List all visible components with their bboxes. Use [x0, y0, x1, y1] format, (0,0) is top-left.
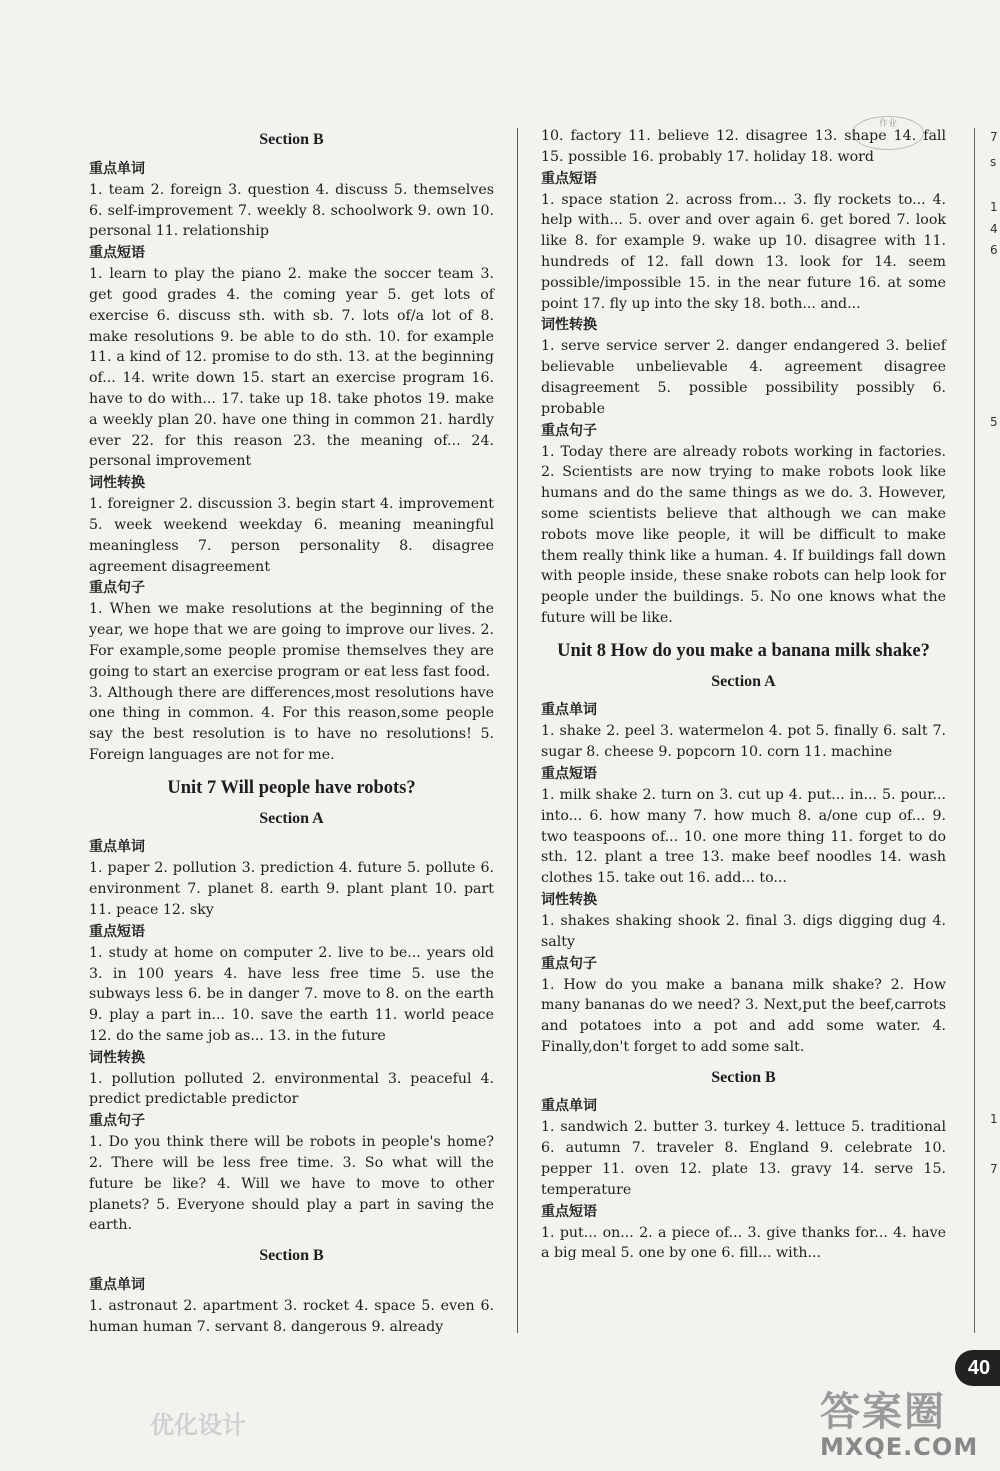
subheading: 重点单词	[89, 839, 145, 856]
section-title: Section B	[259, 1247, 324, 1265]
edge-fragment: 1	[990, 1112, 998, 1126]
edge-fragment: 5	[990, 415, 998, 429]
content-paragraph: 1. shakes shaking shook 2. final 3. digs digging dug 4. salty	[541, 912, 946, 950]
watermark-en: MXQE.COM	[820, 1433, 979, 1461]
edge-fragment: 7	[990, 130, 998, 144]
content-paragraph: 1. learn to play the piano 2. make the soccer team 3. get good grades 4. the coming year 5. get lots of exercise 6. discuss sth. with sb. 7. lots of/a lot of 8. make resolutions 9. be able to do sth. 10. for example 11. a kind of 12. promise to do sth. 13. at the beginning of... 14. write down 15. start an exercise program 16. have to do with... 17. take up 18. take photos 19. make a weekly plan 20. have one thing in common 21. hardly ever 22. for this reason 23. the meaning of... 24. personal improvement	[89, 266, 494, 470]
column-divider	[517, 128, 518, 1333]
unit-title: Unit 8 How do you make a banana milk shake?	[557, 640, 930, 661]
left-column	[89, 120, 494, 1338]
section-title: Section B	[259, 131, 324, 148]
content-paragraph: 1. foreigner 2. discussion 3. begin start 4. improvement 5. week weekend weekday 6. meaning meaningful meaningless 7. person personality 8. disagree agreement disagreement	[89, 496, 494, 575]
content-paragraph: 3. Although there are differences,most resolutions have one thing in common. 4. For this reason,some people say the best resolution is to have no resolutions! 5. Foreign languages are not for me.	[89, 684, 494, 763]
content-paragraph: 1. astronaut 2. apartment 3. rocket 4. space 5. even 6. human human 7. servant 8. dangerous 9. already	[89, 1298, 494, 1335]
subheading: 词性转换	[89, 475, 145, 492]
edge-fragment: s	[990, 155, 997, 169]
unit-title: Unit 7 Will people have robots?	[167, 777, 416, 798]
watermark	[820, 1380, 978, 1461]
content-paragraph: 1. study at home on computer 2. live to be... years old 3. in 100 years 4. have less free time 5. use the subways less 6. be in danger 7. move to 8. on the earth 9. play a part in... 10. save the earth 11. world peace 12. do the same job as... 13. in the future	[89, 944, 494, 1044]
section-title: Section A	[711, 672, 776, 690]
subheading: 重点短语	[89, 923, 145, 940]
content-paragraph: 1. sandwich 2. butter 3. turkey 4. lettuce 5. traditional 6. autumn 7. traveler 8. England 9. celebrate 10. pepper 11. oven 12. plate 13. gravy 14. serve 15. temperature	[541, 1119, 946, 1198]
content-paragraph: 1. team 2. foreign 3. question 4. discuss 5. themselves 6. self-improvement 7. weekly 8. schoolwork 9. own 10. personal 11. relationship	[89, 181, 494, 240]
subheading: 重点短语	[89, 245, 145, 262]
section-title: Section B	[711, 1068, 776, 1086]
bottom-mark: 优化设计	[150, 1411, 246, 1439]
content-paragraph: 1. Today there are already robots working in factories. 2. Scientists are now trying to make robots look like humans and do the same things as we do. 3. However, some scientists believe that although we can make robots move like people, it will be difficult to make them really think like a human. 4. If buildings fall down with people inside, these snake robots can help look for people under the buildings. 5. No one knows what the future will be like.	[541, 443, 946, 626]
edge-fragment: 6	[990, 243, 998, 257]
subheading: 词性转换	[541, 317, 597, 334]
content-paragraph: 1. serve service server 2. danger endangered 3. belief believable unbelievable 4. agreement disagree disagreement 5. possible possibility possibly 6. probable	[541, 338, 946, 417]
subheading: 重点句子	[89, 1113, 145, 1130]
content-paragraph: 10. factory 11. believe 12. disagree 13. shape 14. fall 15. possible 16. probably 17. holiday 18. word	[541, 128, 946, 165]
content-paragraph: 1. How do you make a banana milk shake? 2. How many bananas do we need? 3. Next,put the beef,carrots and potatoes into a pot and add some water. 4. Finally,don't forget to add some salt.	[541, 976, 946, 1055]
content-paragraph: 1. When we make resolutions at the beginning of the year, we hope that we are going to improve our lives. 2. For example,some people promise themselves they are going to start an exercise program or eat less fast food.	[89, 601, 494, 680]
subheading: 重点短语	[541, 765, 597, 782]
edge-fragment: 4	[990, 222, 998, 236]
content-paragraph: 1. space station 2. across from... 3. fly rockets to... 4. help with... 5. over and over again 6. get bored 7. look like 8. for example 9. wake up 10. disagree with 11. hundreds of 12. fall down 13. look for 14. seem possible/impossible 15. in the near future 16. at some point 17. fly up into the sky 18. both... and...	[541, 191, 946, 312]
content-paragraph: 1. pollution polluted 2. environmental 3. peaceful 4. predict predictable predictor	[89, 1070, 494, 1108]
subheading: 重点句子	[89, 580, 145, 597]
subheading: 重点短语	[541, 170, 597, 187]
content-paragraph: 1. shake 2. peel 3. watermelon 4. pot 5. finally 6. salt 7. sugar 8. cheese 9. popcorn 10. corn 11. machine	[541, 723, 946, 761]
right-column	[541, 126, 946, 1264]
subheading: 重点句子	[541, 955, 597, 972]
page-edge-line	[974, 128, 975, 1333]
edge-fragment: 7	[990, 1162, 998, 1176]
subheading: 重点短语	[541, 1203, 597, 1220]
publisher-logo: 作业	[852, 116, 924, 150]
edge-fragment: 1	[990, 200, 998, 214]
watermark-cn: 答案圈	[820, 1389, 946, 1435]
subheading: 词性转换	[541, 891, 597, 908]
subheading: 词性转换	[89, 1049, 145, 1066]
content-paragraph: 1. put... on... 2. a piece of... 3. give thanks for... 4. have a big meal 5. one by one 6. fill... with...	[541, 1224, 946, 1262]
content-paragraph: 1. Do you think there will be robots in people's home? 2. There will be less free time. 3. So what will the future be like? 4. Will we have to move to other planets? 5. Everyone should play a part in saving the earth.	[89, 1134, 494, 1234]
subheading: 重点单词	[541, 1098, 597, 1115]
page-number: 40	[955, 1350, 1000, 1386]
subheading: 重点单词	[541, 702, 597, 719]
subheading: 重点单词	[89, 1277, 145, 1294]
subheading: 重点单词	[89, 160, 145, 177]
section-title: Section A	[259, 809, 324, 827]
content-paragraph: 1. milk shake 2. turn on 3. cut up 4. put... in... 5. pour... into... 6. how many 7. how much 8. a/one cup of... 9. two teaspoons of... 10. one more thing 11. forget to do sth. 12. plant a tree 13. make beef noodles 14. wash clothes 15. take out 16. add... to...	[541, 786, 946, 887]
content-paragraph: 1. paper 2. pollution 3. prediction 4. future 5. pollute 6. environment 7. planet 8. earth 9. plant plant 10. part 11. peace 12. sky	[89, 860, 494, 918]
subheading: 重点句子	[541, 422, 597, 439]
